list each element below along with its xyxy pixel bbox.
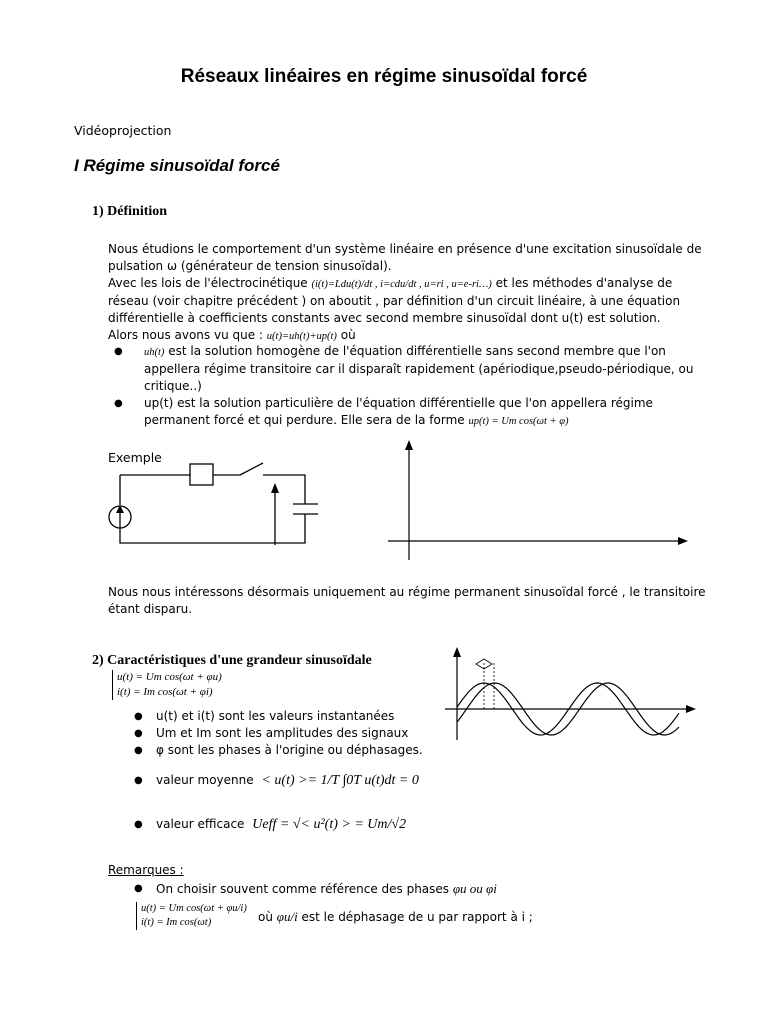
- remark-phase-shift-text: où φu/i est le déphasage de u par rapport à i ;: [258, 909, 533, 924]
- definition-text: [108, 241, 708, 345]
- equation-u: u(t) = Um cos(ωt + φu/i): [141, 903, 247, 914]
- videoprojection-label: Vidéoprojection: [74, 123, 172, 138]
- mean-value-row: ● valeur moyenne < u(t) >= 1/T ∫0T u(t)dt = 0: [134, 773, 419, 788]
- list-item: ● uh(t) est la solution homogène de l'équation différentielle sans second membre que l'on appellera régime transitoire car il disparaît rapidement (apériodique,pseudo-périodique, ou critique..): [114, 344, 694, 393]
- page-title: Réseaux linéaires en régime sinusoïdal forcé: [180, 66, 588, 87]
- list-item: ● up(t) est la solution particulière de l'équation différentielle que l'on appellera régime permanent forcé et qui perdure. Elle sera de la forme up(t) = Um cos(ωt + φ): [114, 396, 653, 427]
- remarques-heading: Remarques :: [108, 863, 184, 877]
- circuit-diagram: [100, 455, 340, 565]
- equation-i: i(t) = Im cos(ωt): [141, 917, 212, 928]
- capacitor-symbol: [293, 504, 318, 514]
- text-line: Alors nous avons vu que : u(t)=uh(t)+up(t) où: [108, 328, 356, 342]
- list-item: ● u(t) et i(t) sont les valeurs instantanées: [134, 709, 395, 723]
- switch-symbol: [240, 463, 263, 475]
- subsection-definition: 1) Définition: [92, 204, 168, 219]
- text-line: réseau (voir chapitre précédent ) on aboutit , par définition d'un circuit linéaire, à une équation: [108, 294, 681, 308]
- sinusoid-equations: [112, 670, 222, 700]
- text-line: Nous nous intéressons désormais uniquement au régime permanent sinusoïdal forcé , le transitoire: [108, 585, 706, 599]
- list-item: ● Um et Im sont les amplitudes des signaux: [134, 726, 409, 740]
- characteristics-list: [134, 708, 476, 759]
- resistor-symbol: [190, 464, 213, 485]
- remark-reference-phase: ● On choisir souvent comme référence des phases φu ou φi: [134, 881, 497, 896]
- rms-label: valeur efficace: [156, 817, 245, 831]
- equation-i: i(t) = Im cos(ωt + φi): [117, 686, 213, 698]
- subsection-caracteristiques: 2) Caractéristiques d'une grandeur sinusoïdale: [92, 653, 372, 668]
- text-line: Avec les lois de l'électrocinétique (i(t)=Ldu(t)/dt , i=cdu/dt , u=ri , u=e-ri…) et les méthodes d'analyse de: [108, 276, 673, 290]
- rms-formula: Ueff = √< u²(t) > = Um/√2: [252, 817, 407, 832]
- rms-value-row: ● valeur efficace Ueff = √< u²(t) > = Um/√2: [134, 817, 407, 832]
- exemple-label: Exemple: [108, 450, 162, 465]
- mean-label: valeur moyenne: [156, 773, 254, 787]
- text-line: pulsation ω (générateur de tension sinusoïdal).: [108, 259, 392, 273]
- equation-u: u(t) = Um cos(ωt + φu): [117, 671, 222, 683]
- section1-heading: I Régime sinusoïdal forcé: [74, 156, 280, 175]
- empty-axes-graph: [380, 438, 690, 568]
- remark-equations: [136, 902, 247, 930]
- list-item: ● φ sont les phases à l'origine ou déphasages.: [134, 743, 423, 757]
- mean-formula: < u(t) >= 1/T ∫0T u(t)dt = 0: [261, 773, 419, 788]
- definition-bullets: [114, 343, 704, 430]
- text-line: différentielle à coefficients constants avec second membre sinusoïdal dont u(t) est solution.: [108, 311, 661, 325]
- circuit-wire: [263, 475, 305, 504]
- sinusoid-graph: [440, 645, 700, 745]
- regime-permanent-text: [108, 584, 718, 618]
- text-line: Nous étudions le comportement d'un système linéaire en présence d'une excitation sinusoïdale de: [108, 242, 702, 256]
- text-line: étant disparu.: [108, 602, 193, 616]
- circuit-wire: [120, 514, 305, 543]
